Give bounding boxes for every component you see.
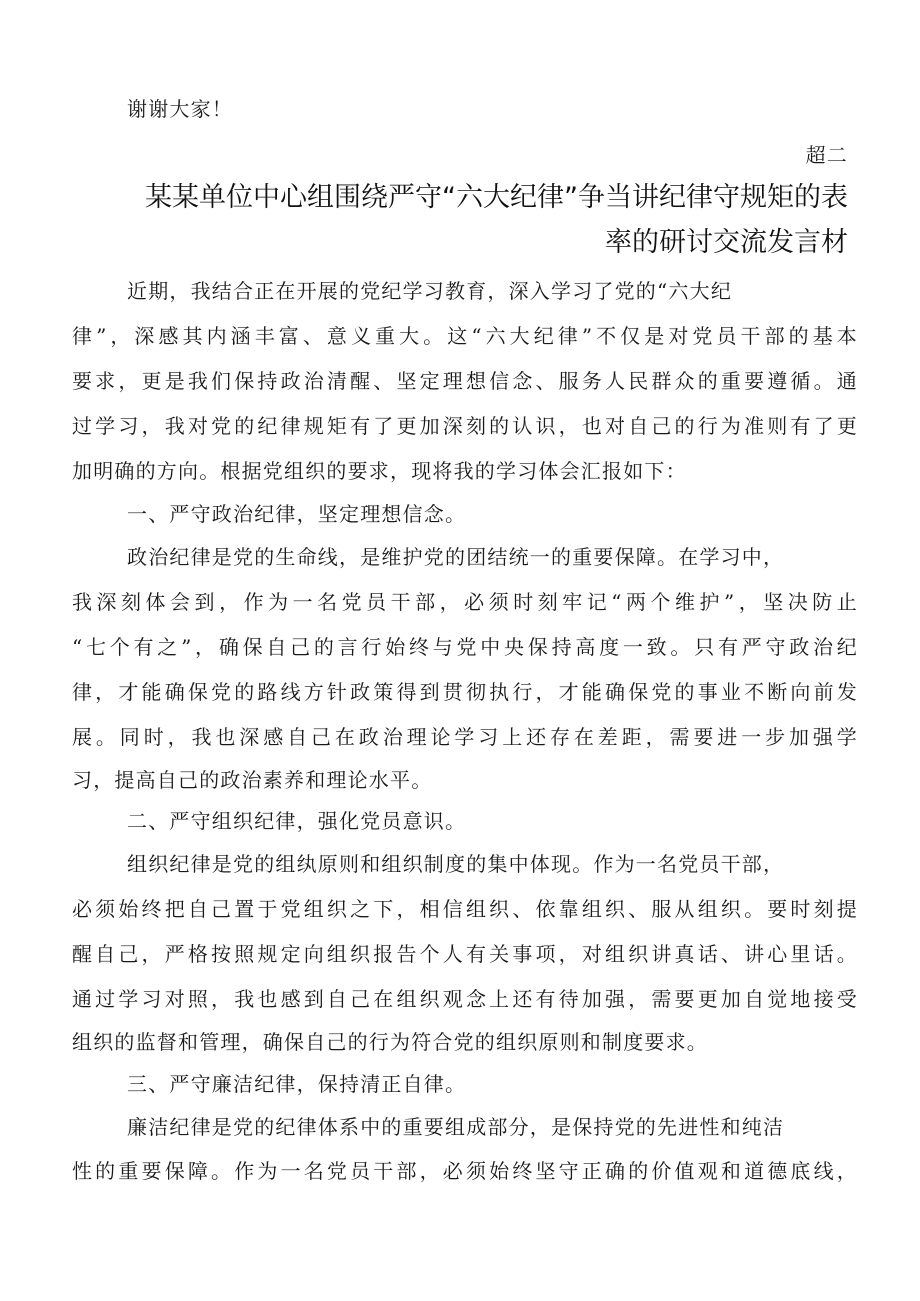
paragraph-line: 组织纪律是党的组纨原则和组织制度的集中体现。作为一名党员干部， [127, 852, 785, 876]
paragraph-line: 要求，更是我们保持政治清醒、坚定理想信念、服务人民群众的重要遵循。通 [72, 369, 858, 393]
paragraph-line: 政治纪律是党的生命线，是维护党的团结统一的重要保障。在学习中， [127, 545, 785, 569]
section-heading: 二、严守组织纪律，强化党员意识。 [127, 809, 467, 833]
paragraph-line: 近期，我结合正在开展的党纪学习教育，深入学习了党的“六大纪 [127, 279, 733, 303]
section-heading: 一、严守政治纪律，坚定理想信念。 [127, 502, 467, 526]
paragraph-line: 加明确的方向。根据党组织的要求，现将我的学习体会汇报如下： [72, 459, 687, 483]
closing-thanks: 谢谢大家！ [127, 97, 233, 121]
paragraph-line: 习，提高自己的政治素养和理论水平。 [72, 768, 433, 792]
paragraph-line: “七个有之”，确保自己的言行始终与党中央保持高度一致。只有严守政治纪 [72, 635, 858, 659]
paragraph-line: 通过学习对照，我也感到自己在组织观念上还有待加强，需要更加自觉地接受 [72, 987, 858, 1011]
section-heading: 三、严守廉洁纪律，保持清正自律。 [127, 1072, 467, 1096]
paragraph-line: 廉洁纪律是党的纪律体系中的重要组成部分，是保持党的先进性和纯洁 [127, 1115, 785, 1139]
document-title-line-1: 某某单位中心组围绕严守“六大纪律”争当讲纪律守规矩的表 [145, 182, 848, 213]
paragraph-line: 我深刻体会到，作为一名党员干部，必须时刻牢记“两个维护”，坚决防止 [72, 590, 858, 614]
signature: 超二 [805, 143, 848, 167]
paragraph-line: 醒自己，严格按照规定向组织报告个人有关事项，对组织讲真话、讲心里话。 [72, 942, 858, 966]
paragraph-line: 展。同时，我也深感自己在政治理论学习上还存在差距，需要进一步加强学 [72, 725, 858, 749]
paragraph-line: 组织的监督和管理，确保自己的行为符合党的组织原则和制度要求。 [72, 1030, 708, 1054]
paragraph-line: 律”，深感其内涵丰富、意义重大。这“六大纪律”不仅是对党员干部的基本 [72, 324, 858, 348]
paragraph-line: 必须始终把自己置于党组织之下，相信组织、依靠组织、服从组织。要时刻提 [72, 897, 858, 921]
paragraph-line: 律，才能确保党的路线方针政策得到贯彻执行，才能确保党的事业不断向前发 [72, 680, 858, 704]
paragraph-line: 性的重要保障。作为一名党员干部，必须始终坚守正确的价值观和道德底线， [72, 1159, 858, 1183]
paragraph-line: 过学习，我对党的纪律规矩有了更加深刻的认识，也对自己的行为准则有了更 [72, 414, 858, 438]
document-title-line-2: 率的研讨交流发言材 [605, 227, 848, 258]
